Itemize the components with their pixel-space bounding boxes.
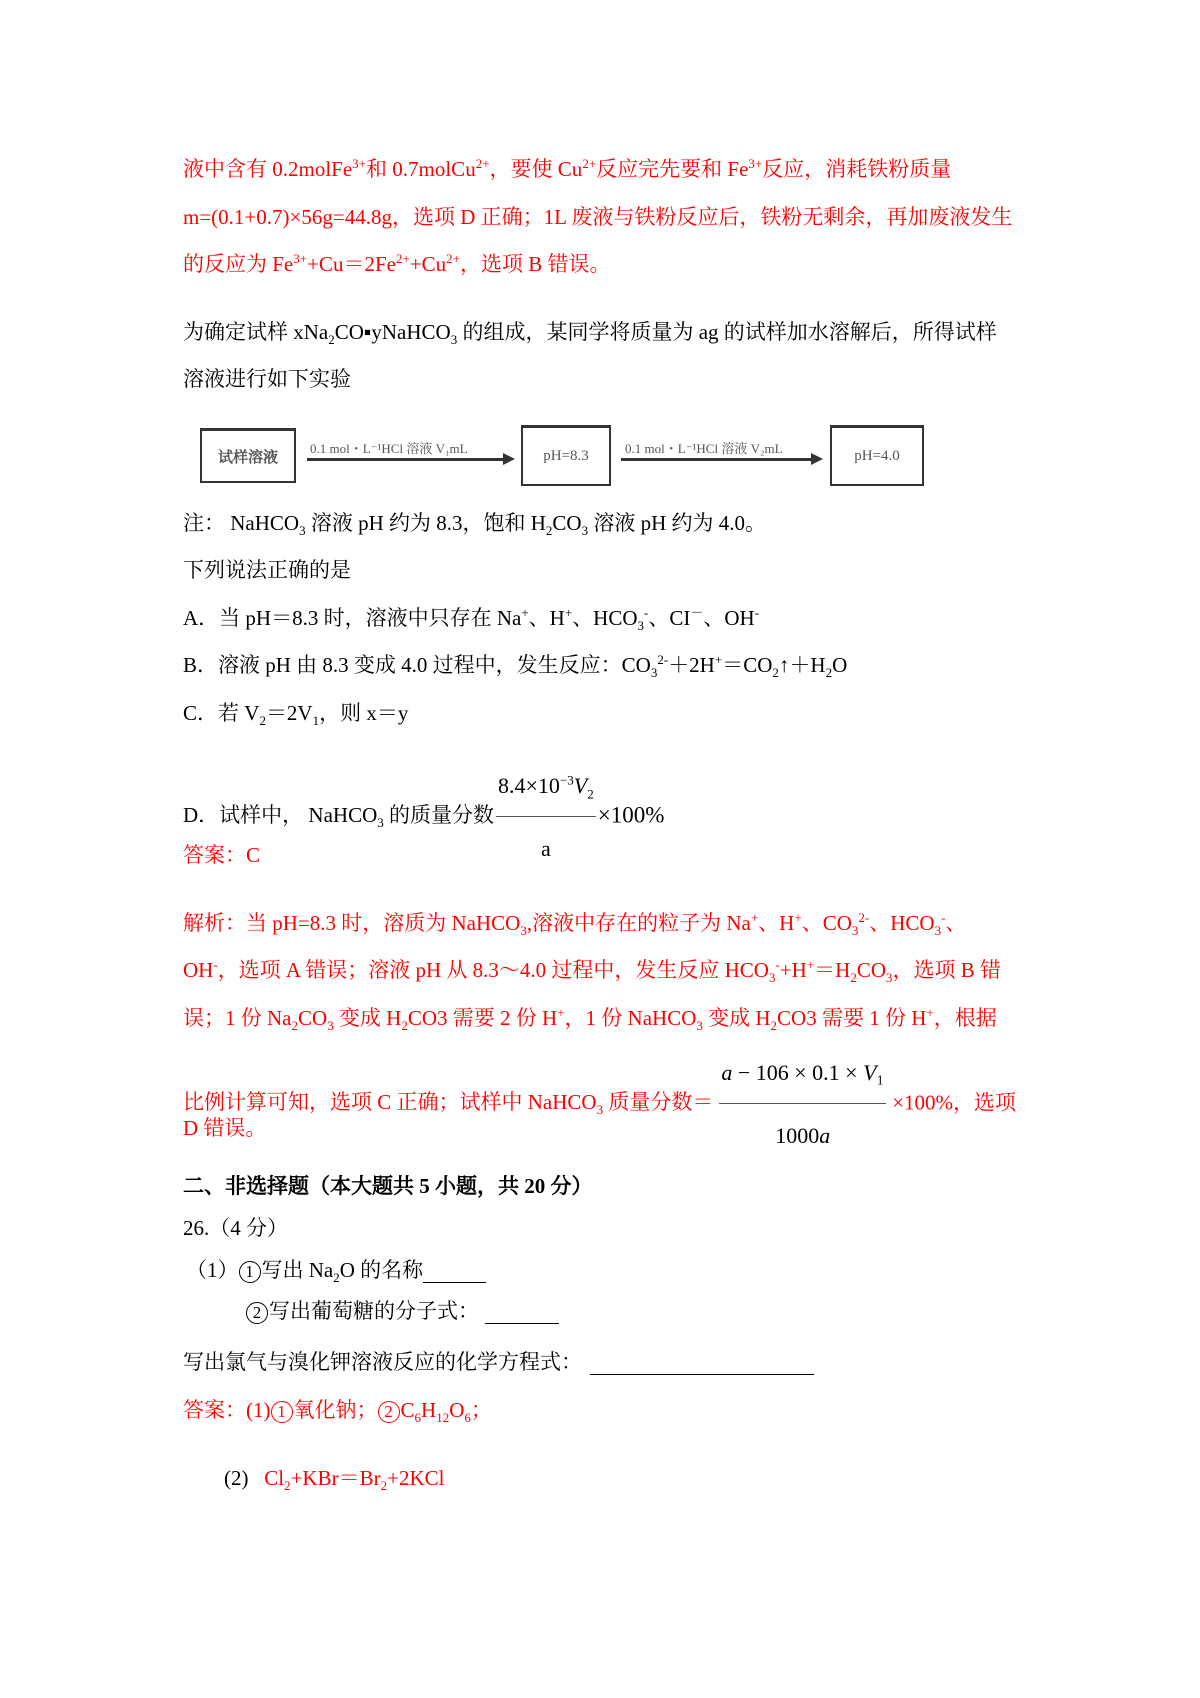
subscript: 3 [596,1102,604,1118]
text-run: 、H [758,911,795,935]
answer-blank[interactable] [485,1303,559,1324]
text-run: 误；1 份 Na [183,1006,292,1030]
text-run: B．溶液 pH 由 8.3 变成 4.0 过程中，发生反应：CO [183,653,651,677]
section-heading: 二、非选择题（本大题共 5 小题，共 20 分） [183,1174,593,1198]
answer-text: 氧化钠； [293,1398,378,1422]
subscript: 3 [934,923,942,939]
question-stem-line [183,366,351,392]
subscript: 3 [520,923,527,939]
text-run: ,溶液中存在的粒子为 Na [526,911,751,935]
text-run: +KBr＝Br [290,1466,381,1490]
text-run: Cl [264,1466,285,1490]
text-run: 、HCO [572,606,638,630]
text-run: ＝2V [265,701,313,725]
text-run: 注： NaHCO [183,511,300,535]
circled-number-2: 2 [246,1302,268,1324]
text-run: +Cu [409,252,447,276]
text-run: ，1 份 NaHCO [564,1006,697,1030]
subscript: 3 [581,523,589,539]
text-run: 反应，消耗铁粉质量 [762,157,952,181]
answer-part2 [224,1465,445,1494]
fraction-denominator [719,1104,886,1164]
question-26-title: 26.（4 分） [183,1216,288,1240]
text-run: ＝H [814,958,851,982]
subscript: 2 [291,1018,298,1034]
text-run: CO3 需要 1 份 H [777,1006,927,1030]
explanation-line [183,251,611,277]
text-run: 的组成，某同学将质量为 ag 的试样加水溶解后，所得试样 [457,320,997,344]
superscript: 2+ [446,251,460,266]
explanation-line [183,204,1012,230]
text-run: 溶液 pH 约为 4.0。 [588,511,767,535]
subscript: 3 [696,1018,703,1034]
text-run: 写出葡萄糖的分子式： [269,1299,479,1323]
text-run: 写出 Na [261,1258,334,1282]
text-run: CO [298,1006,328,1030]
option-c [183,700,409,729]
fraction-numerator [496,758,596,817]
text-run: +2KCl [387,1466,445,1490]
text-run: CO [552,511,582,535]
text-run: 、OH [703,606,755,630]
analysis-line [183,957,1002,986]
text-run: 、H [528,606,565,630]
subscript: 6 [464,1410,471,1426]
superscript: + [806,957,815,972]
question-26-part1b [246,1298,559,1324]
text-run: OH [183,958,214,982]
superscript: + [521,605,529,620]
text-run: 比例计算可知，选项 C 正确；试样中 NaHCO [183,1090,597,1115]
circled-number-1: 1 [239,1261,261,1283]
text-run: O [832,653,848,677]
text-run: 、HCO [869,911,935,935]
text-run: m=(0.1+0.7)×56g=44.8g，选项 D 正确；1L 废液与铁粉反应后，铁粉无剩余，再加废液发生 [183,205,1013,229]
text-run: ，根据 [933,1006,997,1030]
question-26-part2 [183,1349,814,1375]
text-run: +H [779,958,807,982]
italic-variable: V [573,773,588,798]
superscript: - [754,605,760,620]
subscript: 6 [414,1410,422,1426]
superscript: + [557,1005,565,1020]
superscript: - [775,957,780,972]
text-run: +Cu＝2Fe [307,252,396,276]
text-run: 溶液进行如下实验 [183,367,351,391]
superscript: - [213,957,218,972]
italic-variable: V [863,1060,877,1085]
subscript: 3 [327,1018,334,1034]
superscript: - [644,605,649,620]
superscript: + [714,652,723,667]
fraction-denominator: a [540,836,551,861]
subscript: 2 [587,786,594,802]
text-run: D 错误。 [183,1116,267,1140]
text-run: 的质量分数 [383,803,494,828]
option-a [183,605,760,634]
question-text [183,1350,582,1374]
answer-formula [400,1398,492,1426]
superscript: 2+ [395,251,410,266]
part-label: (2) [224,1466,249,1490]
question-text [261,1258,424,1286]
superscript: 2- [657,652,669,667]
circled-number-2: 2 [378,1401,400,1423]
text-run: C．若 V [183,701,260,725]
subscript: 3 [377,815,384,831]
answer-equation [264,1466,445,1494]
superscript: 2+ [582,156,597,171]
subscript: 3 [299,523,306,539]
note [183,510,767,539]
superscript: - [941,910,946,925]
circled-number-1: 1 [271,1401,293,1423]
italic-variable: a [819,1123,831,1148]
text-run: 解析：当 pH=8.3 时，溶质为 NaHCO [183,911,521,935]
subscript: 3 [637,618,645,634]
superscript: 2+ [475,156,490,171]
text-run: CO [856,958,887,982]
subscript: 12 [436,1410,450,1426]
answer-blank[interactable] [590,1354,814,1375]
fraction [719,1045,886,1164]
text-run: 变成 H [702,1006,771,1030]
question-stem-line [183,319,997,348]
option-d-suffix: ×100% [597,802,665,828]
text-run: H [421,1398,437,1422]
subscript: 2 [772,665,779,681]
text-run: ，选项 A 错误；溶液 pH 从 8.3～4.0 过程中，发生反应 HCO [217,958,769,982]
text-run: ； [470,1398,492,1422]
text-run: 写出氯气与溴化钾溶液反应的化学方程式： [183,1350,582,1374]
superscript: 3+ [748,156,763,171]
box-ph-4-0: pH=4.0 [830,425,924,486]
text-run: ，则 x＝y [319,701,409,725]
text-run: ，选项 B 错 [892,958,1002,982]
text-run: C [400,1398,415,1422]
analysis-line4-prefix [183,1090,714,1118]
italic-variable: a [721,1060,733,1085]
text-run: O [449,1398,465,1422]
experiment-flow-diagram [185,420,925,490]
explanation-line [183,156,951,182]
subscript: 2 [284,1478,291,1494]
box-ph-8-3: pH=8.3 [521,425,611,486]
subscript: 3 [768,970,776,986]
analysis-line [183,1005,997,1034]
superscript: + [926,1005,934,1020]
analysis-line [183,1045,1016,1164]
text-run: 变成 H [333,1006,402,1030]
subscript: 2 [328,332,335,348]
arrow-label-v2: 0.1 mol・L⁻¹HCl 溶液 V₂mL [625,441,783,456]
text-run: 反应完先要和 Fe [596,157,749,181]
text-run: D．试样中， NaHCO [183,803,378,828]
question-26-part1a [186,1257,486,1286]
text-run: ↑＋H [778,653,826,677]
text-run: 、 [945,911,967,935]
superscript: 3+ [293,251,308,266]
text-run: 、CO [801,911,852,935]
text-run: CO3 需要 2 份 H [407,1006,558,1030]
superscript: 3+ [352,156,367,171]
text-run: 、CI [648,606,691,630]
text-run: ₁ [876,1060,885,1085]
arrow-right-icon [307,458,511,461]
subscript: 2 [333,1270,340,1286]
subscript: 2 [545,523,553,539]
superscript: + [564,605,573,620]
subscript: 2 [770,1018,778,1034]
fraction-numerator [719,1045,886,1104]
text-run: 下列说法正确的是 [183,558,351,582]
arrow-label-v1: 0.1 mol・L⁻¹HCl 溶液 V₁mL [310,441,468,456]
superscript: － [690,605,704,620]
subscript: 2 [401,1018,408,1034]
arrow-right-icon [621,458,819,461]
text-run: ，选项 B 错误。 [460,252,611,276]
text-run: 的反应为 Fe [183,252,294,276]
subscript: 3 [650,665,658,681]
answer-blank[interactable] [423,1262,486,1283]
text-run: 液中含有 0.2molFe [183,157,353,181]
question-prompt [183,557,351,583]
text-run: ，要使 Cu [489,157,583,181]
subscript: 3 [851,923,859,939]
subscript: 3 [886,970,893,986]
text-run: 溶液 pH 约为 8.3，饱和 H [305,511,546,535]
superscript: + [794,910,802,925]
subscript: 3 [450,332,458,348]
option-d-prefix [183,803,494,831]
text-run: CO▪yNaHCO [334,320,451,344]
answer: 答案：C [183,843,261,867]
subscript: 2 [259,713,266,729]
text-run: ＋2H [668,653,715,677]
text-run: A．当 pH＝8.3 时，溶液中只存在 Na [183,606,522,630]
text-run: 1000 [775,1123,820,1148]
subscript: 2 [850,970,857,986]
question-text [269,1299,479,1323]
subscript: 2 [825,665,833,681]
text-run: 为确定试样 xNa [183,320,329,344]
text-run: O 的名称 [339,1258,424,1282]
text-run: ＝CO [722,653,773,677]
text-run: 和 0.7molCu [366,157,476,181]
analysis-line4-suffix: ×100%，选项 [892,1090,1017,1115]
part-label: （1） [186,1258,239,1282]
text-run: − 106 × 0.1 × [732,1060,864,1085]
analysis-line [183,1115,266,1141]
answer-label: 答案：(1) [183,1398,271,1422]
answer-part1 [183,1397,492,1426]
text-run: 质量分数＝ [603,1090,714,1115]
analysis-line [183,910,967,939]
subscript: 1 [312,713,320,729]
text-run: 8.4×10 [498,773,560,798]
option-b [183,652,848,681]
fraction [496,758,596,877]
box-sample-solution: 试样溶液 [200,428,296,483]
superscript: 2- [858,910,870,925]
subscript: 2 [380,1478,388,1494]
superscript: + [750,910,759,925]
superscript: −3 [559,772,574,788]
